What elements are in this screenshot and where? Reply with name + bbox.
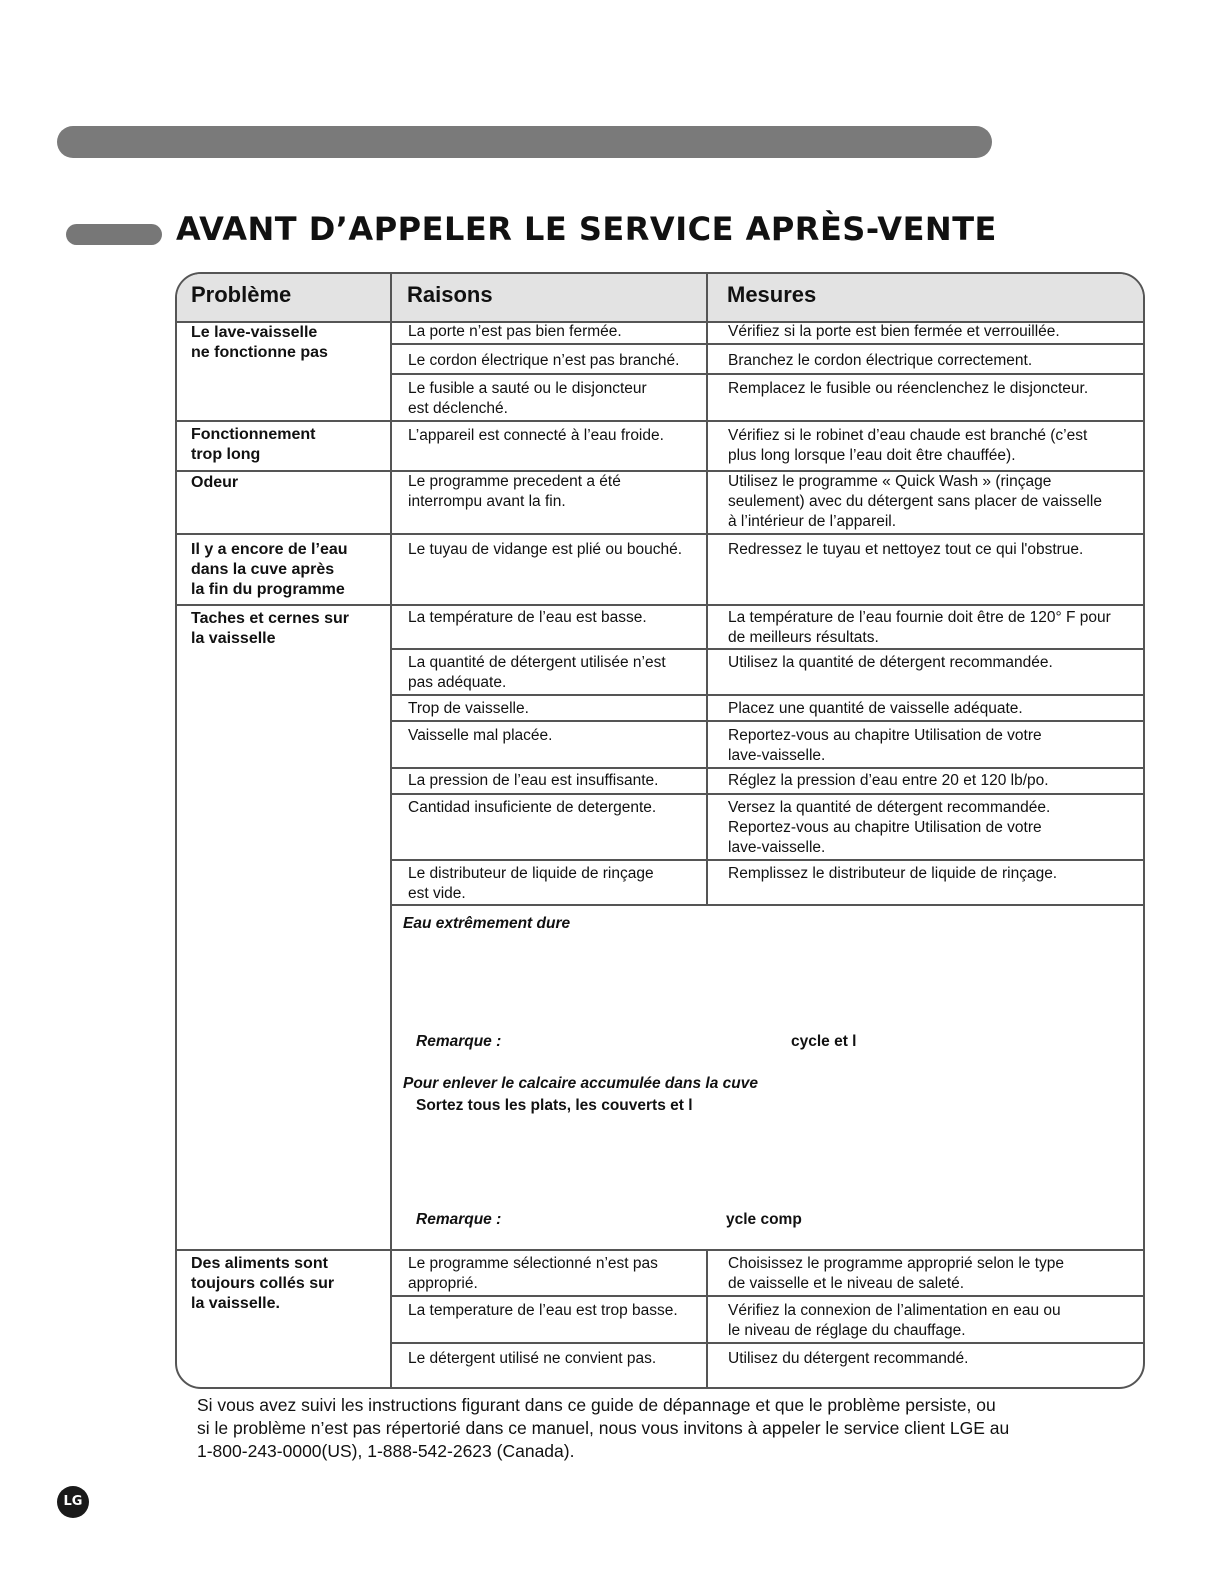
calcaire-step: Sortez tous les plats, les couverts et l	[416, 1097, 693, 1114]
hardwater-remark2-label: Remarque :	[416, 1211, 502, 1228]
raison-cell: La porte n’est pas bien fermée.	[408, 323, 622, 340]
hardwater-remark2-fragment: ycle comp	[726, 1211, 802, 1228]
problem-aliments-colles: Des aliments sont toujours collés sur la vaisselle.	[191, 1255, 335, 1312]
mesure-cell: Utilisez la quantité de détergent recommandée.	[728, 654, 1053, 671]
row-divider	[390, 767, 1143, 769]
row-divider	[390, 859, 1143, 861]
page-title: AVANT D’APPELER LE SERVICE APRÈS-VENTE	[176, 210, 997, 248]
row-divider	[390, 343, 1143, 345]
problem-eau-dans-cuve: Il y a encore de l’eau dans la cuve après la fin du programme	[191, 541, 348, 598]
row-divider	[390, 720, 1143, 722]
lg-logo-icon: LG	[57, 1486, 89, 1518]
header-mesures: Mesures	[727, 282, 817, 307]
raison-cell: Le programme precedent a été interrompu avant la fin.	[408, 473, 621, 510]
footer-instructions	[197, 1394, 1127, 1463]
footer-line: 1-800-243-0000(US), 1-888-542-2623 (Canada).	[197, 1441, 575, 1461]
top-header-bar	[57, 126, 992, 158]
row-divider	[177, 1249, 1143, 1251]
troubleshooting-table	[175, 272, 1145, 1389]
problem-odeur: Odeur	[191, 474, 239, 491]
column-divider-1	[390, 274, 392, 1389]
row-divider	[390, 1295, 1143, 1297]
mesure-cell: Reportez-vous au chapitre Utilisation de votre lave-vaisselle.	[728, 727, 1042, 764]
title-pill-decoration	[66, 224, 162, 245]
problem-ne-fonctionne-pas: Le lave-vaisselle ne fonctionne pas	[191, 324, 328, 361]
raison-cell: La pression de l’eau est insuffisante.	[408, 772, 659, 789]
mesure-cell: Réglez la pression d’eau entre 20 et 120 lb/po.	[728, 772, 1049, 789]
row-divider	[390, 1342, 1143, 1344]
raison-cell: Cantidad insuficiente de detergente.	[408, 799, 657, 816]
raison-cell: Le fusible a sauté ou le disjoncteur est déclenché.	[408, 380, 647, 417]
row-divider	[390, 648, 1143, 650]
mesure-cell: Vérifiez la connexion de l’alimentation en eau ou le niveau de réglage du chauffage.	[728, 1302, 1061, 1339]
header-raisons: Raisons	[407, 282, 493, 307]
mesure-cell: Utilisez le programme « Quick Wash » (rinçage seulement) avec du détergent sans placer de vaisselle à l’intérieur de l’appareil.	[728, 473, 1102, 530]
mesure-cell: La température de l’eau fournie doit être de 120° F pour de meilleurs résultats.	[728, 609, 1111, 646]
mesure-cell: Utilisez du détergent recommandé.	[728, 1350, 969, 1367]
table-header	[177, 274, 1143, 323]
row-divider	[390, 793, 1143, 795]
row-divider	[177, 604, 1143, 606]
mesure-cell: Redressez le tuyau et nettoyez tout ce qui l'obstrue.	[728, 541, 1084, 558]
raison-cell: Trop de vaisselle.	[408, 700, 529, 717]
mesure-cell: Versez la quantité de détergent recommandée. Reportez-vous au chapitre Utilisation de votre lave-vaisselle.	[728, 799, 1051, 856]
row-divider	[390, 904, 1143, 906]
hardwater-heading: Eau extrêmement dure	[403, 915, 571, 932]
mesure-cell: Placez une quantité de vaisselle adéquate.	[728, 700, 1023, 717]
raison-cell: Vaisselle mal placée.	[408, 727, 553, 744]
footer-line: Si vous avez suivi les instructions figurant dans ce guide de dépannage et que le problème persiste, ou	[197, 1395, 996, 1415]
row-divider	[177, 420, 1143, 422]
mesure-cell: Remplissez le distributeur de liquide de rinçage.	[728, 865, 1058, 882]
row-divider	[390, 694, 1143, 696]
raison-cell: Le distributeur de liquide de rinçage est vide.	[408, 865, 654, 902]
raison-cell: Le détergent utilisé ne convient pas.	[408, 1350, 657, 1367]
raison-cell: Le programme sélectionné n’est pas approprié.	[408, 1255, 658, 1292]
problem-taches-cernes: Taches et cernes sur la vaisselle	[191, 610, 350, 647]
mesure-cell: Remplacez le fusible ou réenclenchez le disjoncteur.	[728, 380, 1089, 397]
row-divider	[390, 373, 1143, 375]
header-probleme: Problème	[191, 282, 292, 307]
raison-cell: La temperature de l’eau est trop basse.	[408, 1302, 678, 1319]
mesure-cell: Choisissez le programme approprié selon le type de vaisselle et le niveau de saleté.	[728, 1255, 1064, 1292]
hardwater-remark1-fragment: cycle et l	[791, 1033, 857, 1050]
raison-cell: Le tuyau de vidange est plié ou bouché.	[408, 541, 683, 558]
hardwater-remark1-label: Remarque :	[416, 1033, 502, 1050]
raison-cell: La température de l’eau est basse.	[408, 609, 647, 626]
problem-fonctionnement-long: Fonctionnement trop long	[191, 426, 316, 463]
mesure-cell: Branchez le cordon électrique correctement.	[728, 352, 1033, 369]
row-divider	[177, 533, 1143, 535]
footer-line: si le problème n’est pas répertorié dans ce manuel, nous vous invitons à appeler le service client LGE au	[197, 1418, 1010, 1438]
raison-cell: Le cordon électrique n’est pas branché.	[408, 352, 680, 369]
raison-cell: La quantité de détergent utilisée n’est pas adéquate.	[408, 654, 666, 691]
raison-cell: L’appareil est connecté à l’eau froide.	[408, 427, 664, 444]
mesure-cell: Vérifiez si le robinet d’eau chaude est branché (c’est plus long lorsque l’eau doit être chauffée).	[728, 427, 1088, 464]
mesure-cell: Vérifiez si la porte est bien fermée et verrouillée.	[728, 323, 1060, 340]
calcaire-heading: Pour enlever le calcaire accumulée dans la cuve	[403, 1075, 758, 1092]
